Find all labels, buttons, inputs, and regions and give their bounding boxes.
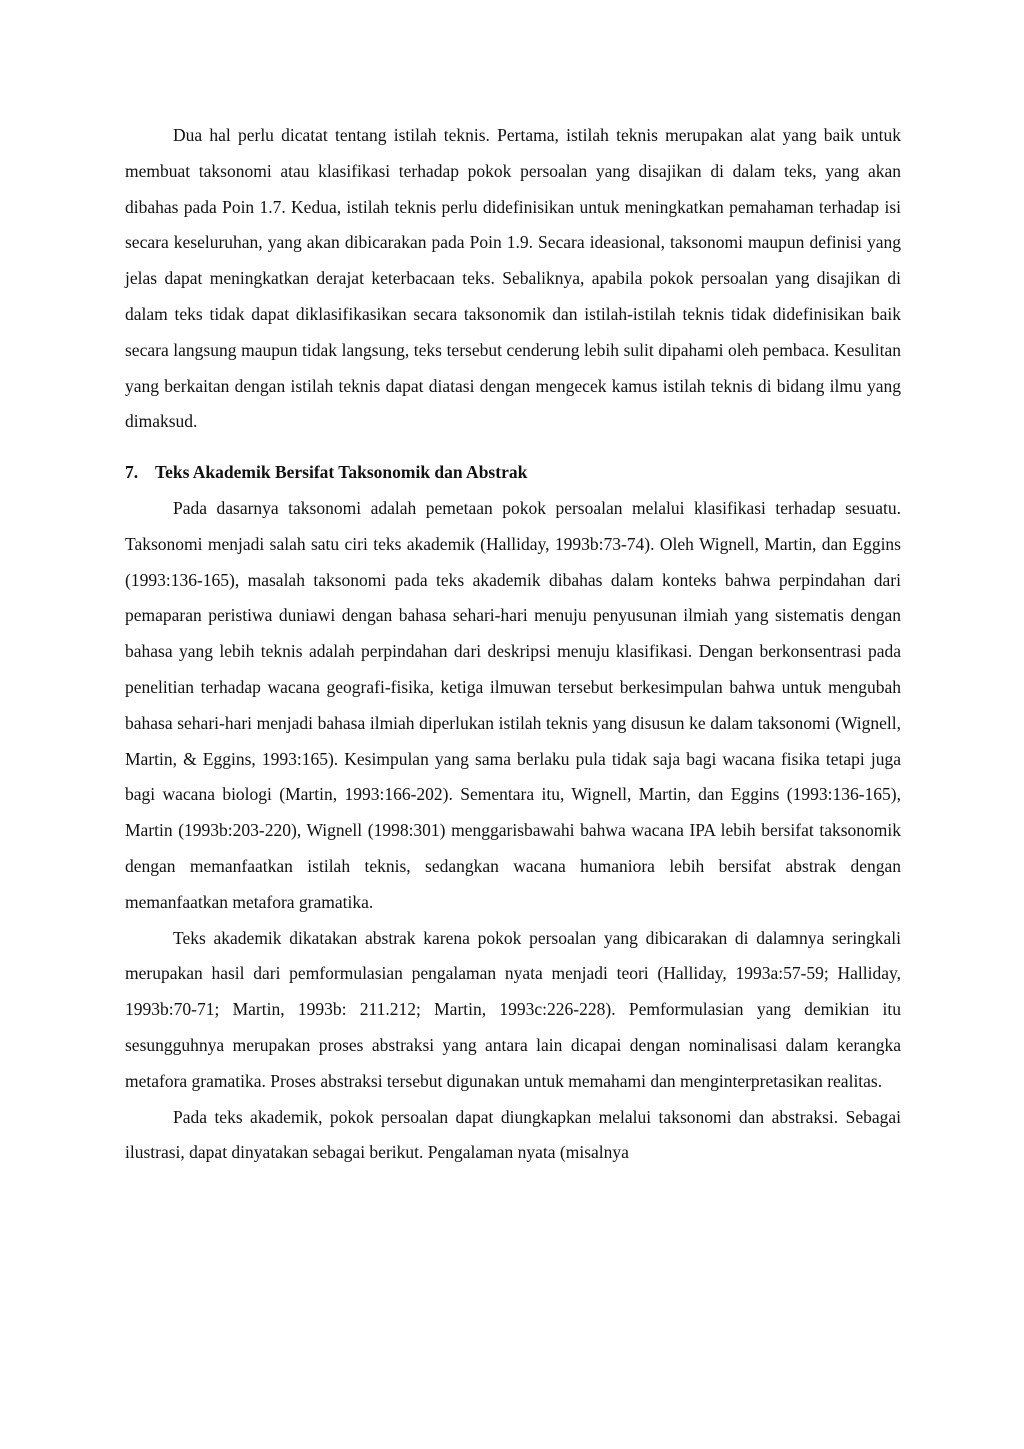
- paragraph: Dua hal perlu dicatat tentang istilah teknis. Pertama, istilah teknis merupakan alat yang baik untuk membuat taksonomi atau klasifikasi terhadap pokok persoalan yang disajikan di dalam teks, yang akan dibahas pada Poin 1.7. Kedua, istilah teknis perlu didefinisikan untuk meningkatkan pemahaman terhadap isi secara keseluruhan, yang akan dibicarakan pada Poin 1.9. Secara ideasional, taksonomi maupun definisi yang jelas dapat meningkatkan derajat keterbacaan teks. Sebaliknya, apabila pokok persoalan yang disajikan di dalam teks tidak dapat diklasifikasikan secara taksonomik dan istilah-istilah teknis tidak didefinisikan baik secara langsung maupun tidak langsung, teks tersebut cenderung lebih sulit dipahami oleh pembaca. Kesulitan yang berkaitan dengan istilah teknis dapat diatasi dengan mengecek kamus istilah teknis di bidang ilmu yang dimaksud.: [125, 125, 901, 432]
- section-number: 7.: [125, 462, 139, 483]
- section-heading: [125, 455, 901, 491]
- paragraph: Pada teks akademik, pokok persoalan dapat diungkapkan melalui taksonomi dan abstraksi. Sebagai ilustrasi, dapat dinyatakan sebagai berikut. Pengalaman nyata (misalnya: [125, 1106, 901, 1163]
- paragraph: Pada dasarnya taksonomi adalah pemetaan pokok persoalan melalui klasifikasi terhadap sesuatu. Taksonomi menjadi salah satu ciri teks akademik (Halliday, 1993b:73-74). Oleh Wignell, Martin, dan Eggins (1993:136-165), masalah taksonomi pada teks akademik dibahas dalam konteks bahwa perpindahan dari pemaparan peristiwa duniawi dengan bahasa sehari-hari menuju penyusunan ilmiah yang sistematis dengan bahasa yang lebih teknis adalah perpindahan dari deskripsi menuju klasifikasi. Dengan berkonsentrasi pada penelitian terhadap wacana geografi-fisika, ketiga ilmuwan tersebut berkesimpulan bahwa untuk mengubah bahasa sehari-hari menjadi bahasa ilmiah diperlukan istilah teknis yang disusun ke dalam taksonomi (Wignell, Martin, & Eggins, 1993:165). Kesimpulan yang sama berlaku pula tidak saja bagi wacana fisika tetapi juga bagi wacana biologi (Martin, 1993:166-202). Sementara itu, Wignell, Martin, dan Eggins (1993:136-165), Martin (1993b:203-220), Wignell (1998:301) menggarisbawahi bahwa wacana IPA lebih bersifat taksonomik dengan memanfaatkan istilah teknis, sedangkan wacana humaniora lebih bersifat abstrak dengan memanfaatkan metafora gramatika.: [125, 497, 901, 912]
- paragraph: Teks akademik dikatakan abstrak karena pokok persoalan yang dibicarakan di dalamnya seringkali merupakan hasil dari pemformulasian pengalaman nyata menjadi teori (Halliday, 1993a:57-59; Halliday, 1993b:70-71; Martin, 1993b: 211.212; Martin, 1993c:226-228). Pemformulasian yang demikian itu sesungguhnya merupakan proses abstraksi yang antara lain dicapai dengan nominalisasi dalam kerangka metafora gramatika. Proses abstraksi tersebut digunakan untuk memahami dan menginterpretasikan realitas.: [125, 927, 901, 1091]
- document-page: [125, 118, 901, 1171]
- section-title: Teks Akademik Bersifat Taksonomik dan Abstrak: [155, 462, 528, 483]
